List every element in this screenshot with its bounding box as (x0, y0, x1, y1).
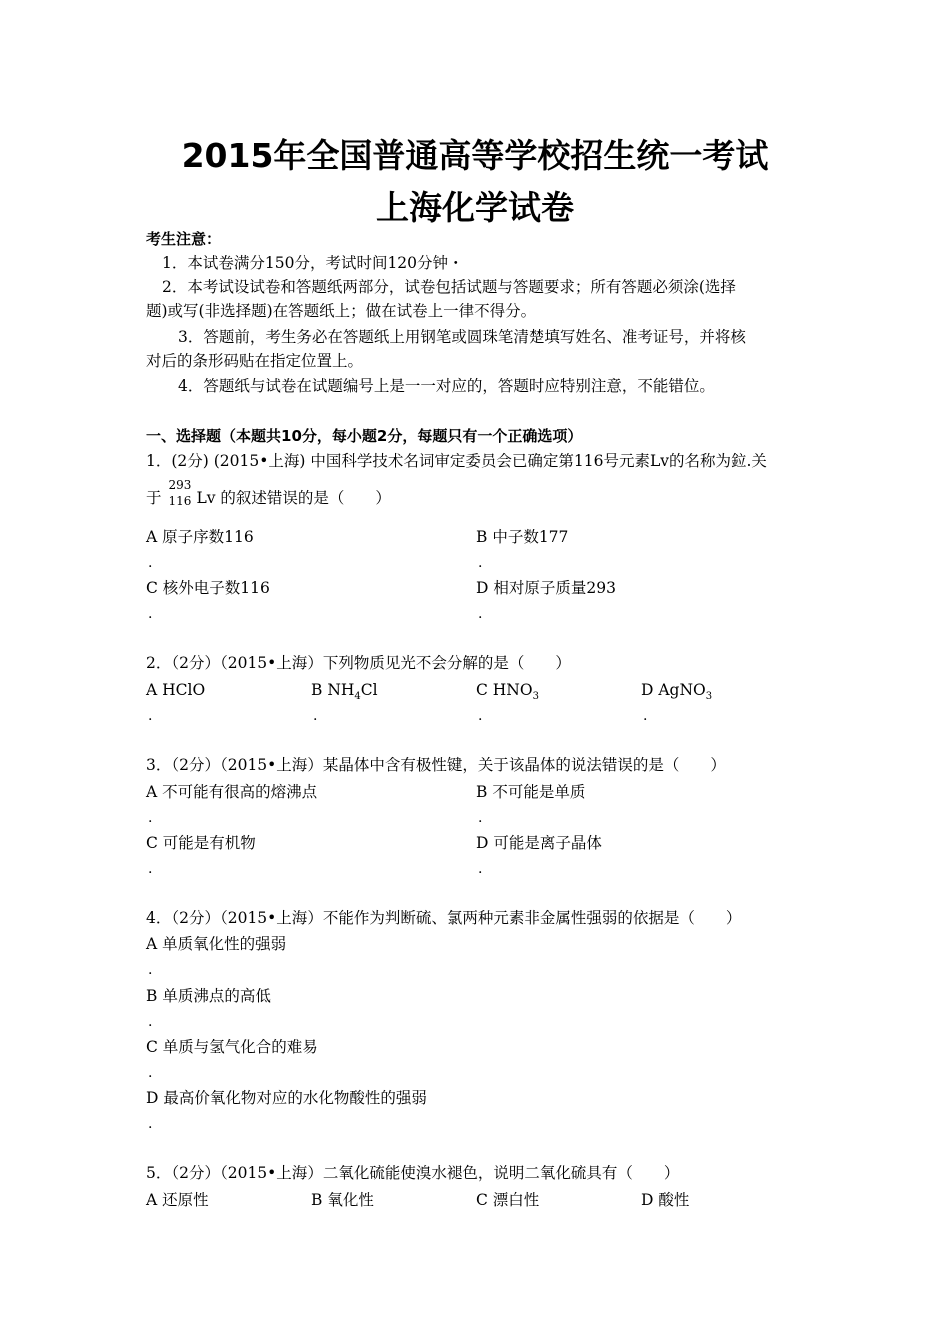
q2-option-d-pre: D AgNO (641, 681, 706, 699)
q4-stem: 4．（2分）（2015•上海）不能作为判断硫、氯两种元素非金属性强弱的依据是（ ） (146, 909, 742, 927)
q4-option-a: A 单质氧化性的强弱 (146, 935, 287, 953)
option-dot: . (148, 555, 153, 571)
q1-option-a: A 原子序数116 (146, 528, 254, 546)
q5-option-d: D 酸性 (641, 1191, 690, 1209)
q2-option-c-pre: C HNO (476, 681, 533, 699)
nuclide-symbol (166, 478, 196, 514)
option-dot: . (478, 861, 483, 877)
q2-option-c-sub: 3 (532, 691, 539, 703)
option-dot: . (478, 810, 483, 826)
q5-option-b: B 氧化性 (311, 1191, 374, 1209)
option-dot: . (148, 1116, 153, 1132)
q4-option-c: C 单质与氢气化合的难易 (146, 1038, 318, 1056)
q2-option-b-sub: 4 (354, 691, 361, 703)
q1-suffix: Lv 的叙述错误的是（ ） (196, 489, 391, 507)
q4-option-b: B 单质沸点的高低 (146, 987, 271, 1005)
section-1-heading: 一、选择题（本题共10分，每小题2分，每题只有一个正确选项） (146, 427, 583, 445)
q2-option-b-pre: B NH (311, 681, 355, 699)
option-dot: . (148, 1014, 153, 1030)
q1-stem-line1: 1．(2分) (2015•上海) 中国科学技术名词审定委员会已确定第116号元素Lv的名称为鉝.关 (146, 452, 767, 470)
exam-subtitle: 上海化学试卷 (376, 188, 574, 227)
notice-item-3a: 3．答题前，考生务必在答题纸上用钢笔或圆珠笔清楚填写姓名、准考证号，并将核 (178, 328, 746, 346)
notice-item-3b: 对后的条形码贴在指定位置上。 (146, 352, 364, 370)
option-dot: . (148, 810, 153, 826)
q1-option-c: C 核外电子数116 (146, 579, 270, 597)
notice-item-1: 1．本试卷满分150分，考试时间120分钟・ (162, 254, 464, 272)
option-dot: . (313, 708, 318, 724)
notice-item-4: 4．答题纸与试卷在试题编号上是一一对应的，答题时应特别注意，不能错位。 (178, 377, 715, 395)
option-dot: . (478, 555, 483, 571)
q3-option-c: C 可能是有机物 (146, 834, 256, 852)
notice-heading: 考生注意： (146, 230, 222, 248)
option-dot: . (478, 708, 483, 724)
q3-option-d: D 可能是离子晶体 (476, 834, 602, 852)
q2-option-d (641, 679, 712, 708)
nuclide-atomic-number: 116 (168, 494, 192, 508)
option-dot: . (148, 606, 153, 622)
exam-title: 2015年全国普通高等学校招生统一考试 (181, 136, 769, 175)
q2-option-b-post: Cl (360, 681, 378, 699)
option-dot: . (148, 1065, 153, 1081)
option-dot: . (148, 962, 153, 978)
q5-option-a: A 还原性 (146, 1191, 209, 1209)
q5-stem: 5．（2分）（2015•上海）二氧化硫能使溴水褪色，说明二氧化硫具有（ ） (146, 1164, 680, 1182)
option-dot: . (148, 708, 153, 724)
nuclide-mass: 293 (168, 478, 192, 492)
q1-prefix: 于 (146, 489, 162, 507)
notice-item-2b: 题)或写(非选择题)在答题纸上；做在试卷上一律不得分。 (146, 302, 537, 320)
q2-stem: 2．（2分）（2015•上海）下列物质见光不会分解的是（ ） (146, 654, 571, 672)
option-dot: . (148, 861, 153, 877)
q2-option-c (476, 679, 539, 708)
q2-option-b (311, 679, 378, 708)
q3-option-b: B 不可能是单质 (476, 783, 586, 801)
notice-item-2a: 2．本考试设试卷和答题纸两部分，试卷包括试题与答题要求；所有答题必须涂(选择 (162, 278, 736, 296)
q1-option-d: D 相对原子质量293 (476, 579, 616, 597)
q3-option-a: A 不可能有很高的熔沸点 (146, 783, 318, 801)
q1-stem-line2 (146, 478, 391, 514)
q2-option-a: A HClO (146, 681, 206, 699)
option-dot: . (478, 606, 483, 622)
option-dot: . (643, 708, 648, 724)
q5-option-c: C 漂白性 (476, 1191, 540, 1209)
q2-option-d-sub: 3 (705, 691, 713, 703)
q4-option-d: D 最高价氧化物对应的水化物酸性的强弱 (146, 1089, 427, 1107)
q1-option-b: B 中子数177 (476, 528, 569, 546)
q3-stem: 3．（2分）（2015•上海）某晶体中含有极性键，关于该晶体的说法错误的是（ ） (146, 756, 726, 774)
